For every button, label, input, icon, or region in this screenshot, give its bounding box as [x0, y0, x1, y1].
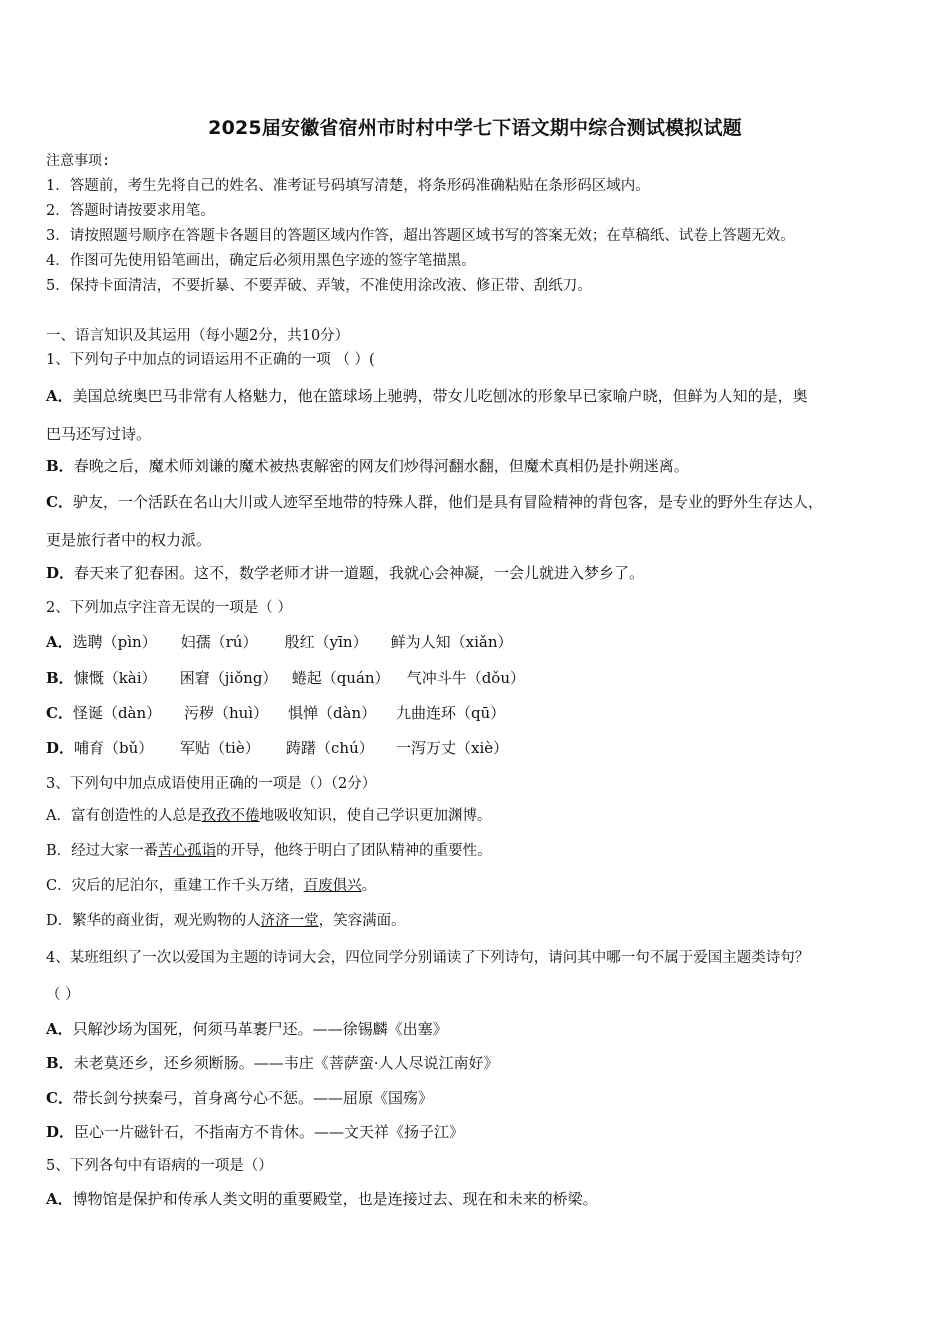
notes-heading: 注意事项:	[46, 153, 111, 169]
question-1-option-c: C．驴友，一个活跃在名山大川或人迹罕至地带的特殊人群，他们是具有冒险精神的背包客，是专业的野外生存达人，	[46, 493, 823, 511]
question-3-option-a: A．富有创造性的人总是孜孜不倦地吸收知识，使自己学识更加渊博。	[46, 808, 492, 824]
question-2-option-d: D．哺育（bǔ） 军贴（tiè） 踌躇（chú） 一泻万丈（xiè）	[46, 739, 509, 757]
question-2-option-b: B．慷慨（kài） 困窘（jiǒng） 蜷起（quán） 气冲斗牛（dǒu）	[46, 669, 525, 687]
question-3-option-c: C．灾后的尼泊尔，重建工作千头万绪，百废俱兴。	[46, 878, 377, 894]
question-2-stem: 2、下列加点字注音无误的一项是（ ）	[46, 600, 292, 616]
note-item: 1．答题前，考生先将自己的姓名、准考证号码填写清楚，将条形码准确粘贴在条形码区域内。	[46, 178, 650, 194]
question-1-stem: 1、下列句子中加点的词语运用不正确的一项 （ ）(	[46, 352, 375, 368]
question-1-option-b: B．春晚之后，魔术师刘谦的魔术被热衷解密的网友们炒得河翻水翻，但魔术真相仍是扑朔迷离。	[46, 457, 689, 475]
note-item: 3．请按照题号顺序在答题卡各题目的答题区域内作答，超出答题区域书写的答案无效；在草稿纸、试卷上答题无效。	[46, 228, 795, 244]
question-5-option-a: A．博物馆是保护和传承人类文明的重要殿堂，也是连接过去、现在和未来的桥梁。	[46, 1190, 598, 1208]
question-1-option-d: D．春天来了犯春困。这不，数学老师才讲一道题，我就心会神凝，一会儿就进入梦乡了。	[46, 564, 645, 582]
question-5-stem: 5、下列各句中有语病的一项是（）	[46, 1158, 273, 1174]
note-item: 2．答题时请按要求用笔。	[46, 203, 215, 219]
question-3-option-d: D．繁华的商业街，观光购物的人济济一堂，笑容满面。	[46, 913, 406, 929]
question-3-stem: 3、下列句中加点成语使用正确的一项是（）（2分）	[46, 776, 377, 792]
question-1-option-c-cont: 更是旅行者中的权力派。	[46, 531, 212, 549]
note-item: 4．作图可先使用铅笔画出，确定后必须用黑色字迹的签字笔描黑。	[46, 253, 476, 269]
note-item: 5．保持卡面清洁，不要折暴、不要弄破、弄皱，不准使用涂改液、修正带、刮纸刀。	[46, 278, 592, 294]
question-1-option-a-cont: 巴马还写过诗。	[46, 425, 152, 443]
question-2-option-c: C．怪诞（dàn） 污秽（huì） 惧惮（dàn） 九曲连环（qū）	[46, 704, 506, 722]
question-4-stem-cont: （ ）	[46, 987, 80, 1003]
section-heading: 一、语言知识及其运用（每小题2分，共10分）	[46, 328, 350, 344]
question-2-option-a: A．选聘（pìn） 妇孺（rú） 殷红（yīn） 鲜为人知（xiǎn）	[46, 633, 513, 651]
question-4-stem: 4、某班组织了一次以爱国为主题的诗词大会，四位同学分别诵读了下列诗句，请问其中哪一句不属于爱国主题类诗句？	[46, 950, 810, 966]
question-4-option-c: C．带长剑兮挟秦弓，首身离兮心不惩。——屈原《国殇》	[46, 1089, 433, 1107]
question-3-option-b: B．经过大家一番苦心孤诣的开导，他终于明白了团队精神的重要性。	[46, 843, 492, 859]
question-4-option-a: A．只解沙场为国死，何须马革裹尸还。——徐锡麟《出塞》	[46, 1020, 448, 1038]
page-title: 2025届安徽省宿州市时村中学七下语文期中综合测试模拟试题	[208, 117, 742, 139]
question-1-option-a: A．美国总统奥巴马非常有人格魅力，他在篮球场上驰骋，带女儿吃刨冰的形象早已家喻户晓，但鲜为人知的是，奥	[46, 387, 808, 405]
question-4-option-d: D．臣心一片磁针石，不指南方不肯休。——文天祥《扬子江》	[46, 1123, 465, 1141]
question-4-option-b: B．未老莫还乡，还乡须断肠。——韦庄《菩萨蛮·人人尽说江南好》	[46, 1054, 499, 1072]
